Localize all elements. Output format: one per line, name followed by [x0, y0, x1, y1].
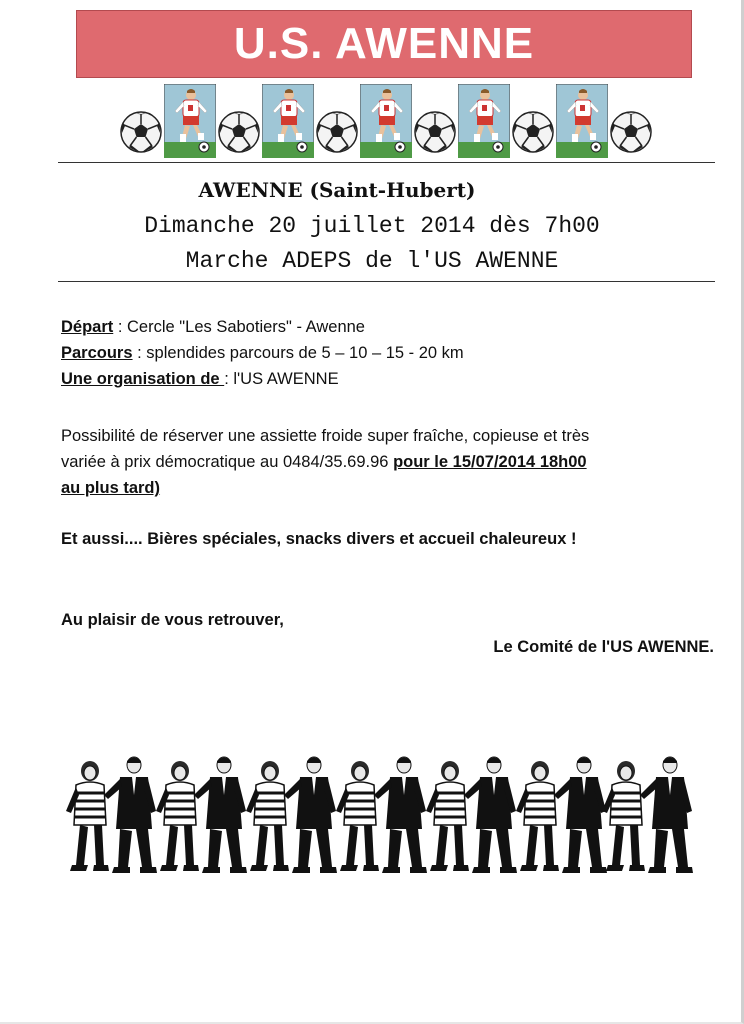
soccer-player-icon — [360, 84, 412, 158]
booking-deadline: pour le 15/07/2014 18h00 — [393, 453, 587, 471]
soccer-player-icon — [458, 84, 510, 158]
soccer-ball-icon — [512, 111, 554, 153]
dancing-couple-icon — [422, 755, 518, 879]
soccer-player-icon — [164, 84, 216, 158]
organisation-line — [61, 366, 721, 392]
event-name: Marche ADEPS de l'US AWENNE — [185, 248, 559, 274]
booking-line-2 — [61, 449, 721, 475]
closing-greeting: Au plaisir de vous retrouver, — [61, 611, 284, 629]
divider-top — [58, 162, 715, 163]
depart-value: : Cercle "Les Sabotiers" - Awenne — [113, 318, 365, 336]
parcours-line — [61, 340, 721, 366]
organisation-label: Une organisation de — [61, 370, 225, 388]
booking-block — [61, 423, 721, 501]
event-location: AWENNE (Saint-Hubert) — [198, 178, 476, 202]
dancing-couple-icon — [152, 755, 248, 879]
banner-title: U.S. AWENNE — [233, 19, 535, 68]
soccer-ball-icon — [120, 111, 162, 153]
soccer-ball-icon — [414, 111, 456, 153]
depart-line — [61, 314, 721, 340]
dancing-couple-icon — [242, 755, 338, 879]
icons-row — [118, 84, 658, 160]
dancing-couple-icon — [598, 755, 694, 879]
dancers-illustration — [62, 755, 694, 890]
depart-label: Départ — [61, 318, 114, 336]
soccer-ball-icon — [316, 111, 358, 153]
parcours-label: Parcours — [61, 344, 133, 362]
organisation-value: : l'US AWENNE — [224, 370, 339, 388]
parcours-value: : splendides parcours de 5 – 10 – 15 - 20 km — [132, 344, 464, 362]
soccer-ball-icon — [218, 111, 260, 153]
dancing-couple-icon — [332, 755, 428, 879]
details-block — [61, 314, 721, 392]
extras-text: Et aussi.... Bières spéciales, snacks divers et accueil chaleureux ! — [61, 530, 577, 548]
booking-deadline-end: au plus tard) — [61, 479, 161, 497]
soccer-ball-icon — [610, 111, 652, 153]
divider-bottom — [58, 281, 715, 282]
dancing-couple-icon — [512, 755, 608, 879]
soccer-player-icon — [556, 84, 608, 158]
closing-signature: Le Comité de l'US AWENNE. — [493, 638, 714, 656]
event-date: Dimanche 20 juillet 2014 dès 7h00 — [144, 213, 600, 239]
dancing-couple-icon — [62, 755, 158, 879]
booking-line-1: Possibilité de réserver une assiette froide super fraîche, copieuse et très — [61, 427, 590, 445]
title-banner — [76, 10, 692, 78]
booking-phone-text: variée à prix démocratique au 0484/35.69.96 — [61, 453, 394, 471]
soccer-player-icon — [262, 84, 314, 158]
